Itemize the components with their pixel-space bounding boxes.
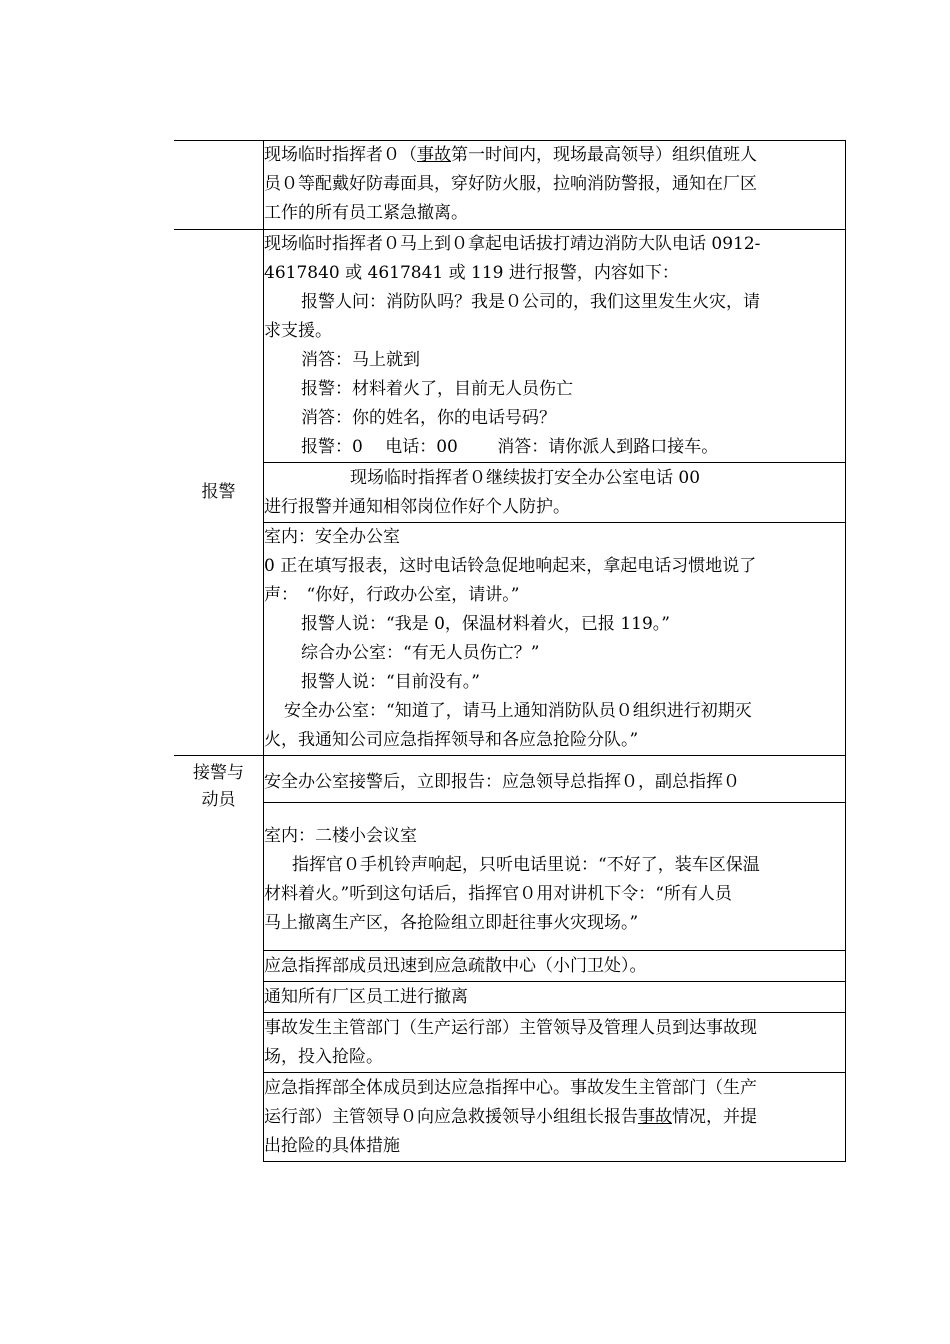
row-1-line-1: 现场临时指挥者０（事故第一时间内，现场最高领导）组织值班人	[264, 145, 757, 165]
row-1-line-3: 工作的所有员工紧急撤离。	[264, 203, 468, 223]
row-6-cell	[264, 803, 846, 951]
row-4-line-8: 火，我通知公司应急指挥领导和各应急抢险分队。”	[264, 730, 639, 750]
row-4-line-4: 报警人说：“我是 0，保温材料着火，已报 119。”	[301, 614, 670, 634]
row-2-line-4: 求支援。	[264, 321, 332, 341]
row-2-line-3: 报警人问：消防队吗？我是０公司的，我们这里发生火灾，请	[301, 292, 760, 312]
row-6-line-2: 指挥官０手机铃声响起，只听电话里说：“不好了，装车区保温	[292, 855, 760, 875]
row-10-cell	[264, 1073, 846, 1162]
row-8-line-1: 通知所有厂区员工进行撤离	[264, 987, 468, 1007]
accident-link-text: 事故	[417, 145, 451, 165]
accident-link-text: 事故	[638, 1107, 672, 1127]
row-4-line-5: 综合办公室：“有无人员伤亡？”	[301, 643, 540, 663]
row-10-line-1: 应急指挥部全体成员到达应急指挥中心。事故发生主管部门（生产	[264, 1078, 757, 1098]
label-cell-alarm	[174, 230, 264, 756]
row-10-line-3: 出抢险的具体措施	[264, 1136, 400, 1156]
row-6-line-4: 马上撤离生产区，各抢险组立即赶往事火灾现场。”	[264, 913, 639, 933]
row-4-line-1: 室内：安全办公室	[264, 527, 400, 547]
row-2-line-8: 报警：0 电话：00 消答：请你派人到路口接车。	[301, 437, 719, 457]
row-6-line-3: 材料着火。”听到这句话后，指挥官０用对讲机下令：“所有人员	[264, 884, 732, 904]
row-2-cell	[264, 230, 846, 463]
row-6-line-1: 室内：二楼小会议室	[264, 826, 417, 846]
row-5-line-1: 安全办公室接警后，立即报告：应急领导总指挥０，副总指挥０	[264, 772, 740, 792]
row-1-cell	[264, 141, 846, 230]
row-2-line-6: 报警：材料着火了，目前无人员伤亡	[301, 379, 573, 399]
row-4-line-3: 声： “你好，行政办公室，请讲。”	[264, 585, 520, 605]
row-2-line-1: 现场临时指挥者０马上到０拿起电话拔打靖边消防大队电话 0912-	[264, 234, 761, 254]
row-2-line-2: 4617840 或 4617841 或 119 进行报警，内容如下：	[264, 263, 679, 283]
label-alarm: 报警	[201, 482, 236, 502]
row-4-cell	[264, 523, 846, 756]
label-cell-empty	[174, 141, 264, 230]
label-receive-line-2: 动员	[201, 790, 236, 810]
row-2-line-7: 消答：你的姓名，你的电话号码？	[301, 408, 556, 428]
emergency-drill-table	[174, 140, 846, 1162]
row-9-line-2: 场，投入抢险。	[264, 1047, 383, 1067]
row-4-line-2: 0 正在填写报表，这时电话铃急促地响起来，拿起电话习惯地说了	[264, 556, 757, 576]
row-1-line-2: 员０等配戴好防毒面具，穿好防火服，拉响消防警报，通知在厂区	[264, 174, 757, 194]
row-10-line-2: 运行部）主管领导０向应急救援领导小组组长报告事故情况，并提	[264, 1107, 757, 1127]
row-9-line-1: 事故发生主管部门（生产运行部）主管领导及管理人员到达事故现	[264, 1018, 757, 1038]
row-3-cell	[264, 463, 846, 523]
row-7-line-1: 应急指挥部成员迅速到应急疏散中心（小门卫处）。	[264, 956, 647, 976]
row-5-cell	[264, 756, 846, 803]
row-3-line-1: 现场临时指挥者０继续拔打安全办公室电话 00	[350, 468, 701, 488]
row-3-line-2: 进行报警并通知相邻岗位作好个人防护。	[264, 497, 570, 517]
label-cell-receive	[174, 756, 264, 1162]
row-2-line-5: 消答：马上就到	[301, 350, 420, 370]
row-8-cell	[264, 982, 846, 1013]
row-7-cell	[264, 951, 846, 982]
row-4-line-6: 报警人说：“目前没有。”	[301, 672, 480, 692]
label-receive-line-1: 接警与	[193, 763, 244, 783]
row-9-cell	[264, 1013, 846, 1073]
row-4-line-7: 安全办公室：“知道了，请马上通知消防队员０组织进行初期灭	[284, 701, 752, 721]
